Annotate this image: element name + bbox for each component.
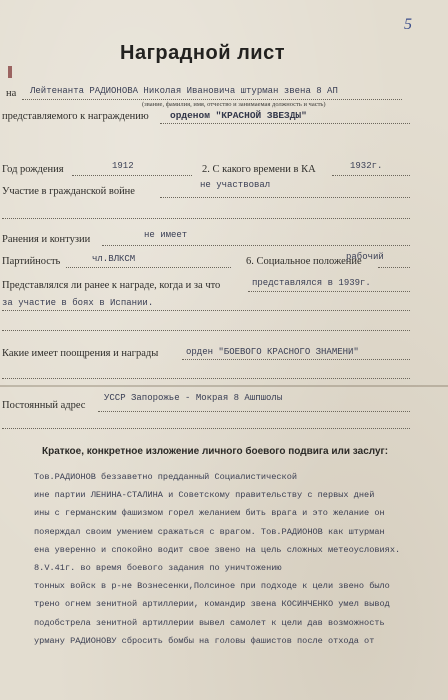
social-label: 6. Социальное положение — [246, 256, 362, 267]
award-value: орденом "КРАСНОЙ ЗВЕЗДЫ" — [170, 110, 307, 121]
body-line: урману РАДИОНОВУ сбросить бомбы на головы фашистов после отхода от — [34, 635, 375, 646]
address-underline — [98, 411, 410, 412]
summary-body — [34, 468, 442, 650]
prev-award-value-1: представлялся в 1939г. — [252, 278, 371, 288]
represented-label: представляемого к награждению — [2, 111, 149, 122]
civil-war-underline — [160, 197, 410, 198]
party-underline — [66, 267, 231, 268]
body-line: подобстрела зенитной артиллерии вывел самолет к цели дав возможность — [34, 617, 385, 628]
since-label: 2. С какого времени в КА — [202, 164, 316, 175]
body-line: 8.V.41г. во время боевого задания по уничтожению — [34, 563, 282, 574]
social-value: рабочий — [346, 252, 384, 262]
party-value: чл.ВЛКСМ — [92, 254, 136, 264]
body-line: пояерждал своим умением сражаться с врагом. Тов.РАДИОНОВ как штурман — [34, 526, 385, 537]
since-underline — [332, 175, 410, 176]
social-underline — [378, 267, 410, 268]
body-line: трено огнем зенитной артиллерии, командир звена КОСИНЧЕНКО умел вывод — [34, 599, 390, 610]
prev-award-label: Представлялся ли ранее к награде, когда и за что — [2, 280, 221, 291]
person-value: Лейтенанта РАДИОНОВА Николая Ивановича штурман звена 8 АП — [30, 86, 338, 96]
body-line: Тов.РАДИОНОВ беззаветно предданный Социалистической — [34, 472, 298, 482]
birth-year-underline — [72, 175, 192, 176]
na-label: на — [6, 88, 17, 99]
paper-fold-line — [0, 385, 448, 387]
civil-war-underline-2 — [2, 218, 410, 219]
address-value: УССР Запорожье - Мокрая 8 Ашпшолы — [104, 393, 283, 403]
prev-award-underline-2 — [2, 310, 410, 311]
awards-underline — [182, 359, 410, 360]
body-line: ена уверенно и спокойно водит свое звено на цель сложных метеоусловиях. — [34, 544, 401, 555]
address-label: Постоянный адрес — [2, 400, 86, 411]
prev-award-underline-3 — [2, 330, 410, 331]
awards-underline-2 — [2, 378, 410, 379]
awards-label: Какие имеет поощрения и награды — [2, 348, 159, 359]
person-underline — [22, 99, 402, 100]
birth-year-value: 1912 — [112, 161, 134, 171]
civil-war-value: не участвовал — [200, 180, 271, 190]
civil-war-label: Участие в гражданской войне — [2, 186, 135, 197]
wounds-label: Ранения и контузии — [2, 234, 91, 245]
body-line: ины с германским фашизмом горел желанием бить врага и это желание он — [34, 508, 385, 519]
body-line: тонных войск в р-не Вознесенки,Полсиное при подходе к цели звено было — [34, 581, 390, 592]
page-number: 5 — [404, 16, 412, 33]
margin-ink-mark — [8, 66, 12, 78]
document-title: Наградной лист — [120, 42, 285, 64]
summary-heading: Краткое, конкретное изложение личного боевого подвига или заслуг: — [42, 446, 389, 457]
wounds-underline — [102, 245, 410, 246]
address-underline-2 — [2, 428, 410, 429]
birth-year-label: Год рождения — [2, 164, 64, 175]
since-value: 1932г. — [350, 161, 383, 171]
body-line: ине партии ЛЕНИНА-СТАЛИНА и Советскому правительству с первых дней — [34, 490, 375, 501]
awards-value: орден "БОЕВОГО КРАСНОГО ЗНАМЕНИ" — [186, 347, 359, 357]
person-caption: (звание, фамилия, имя, отчество и занимаемая должность и часть) — [142, 101, 326, 108]
represented-underline — [160, 123, 410, 124]
wounds-value: не имеет — [144, 230, 188, 240]
prev-award-underline — [248, 291, 410, 292]
prev-award-value-2: за участие в боях в Испании. — [2, 298, 154, 308]
party-label: Партийность — [2, 256, 61, 267]
